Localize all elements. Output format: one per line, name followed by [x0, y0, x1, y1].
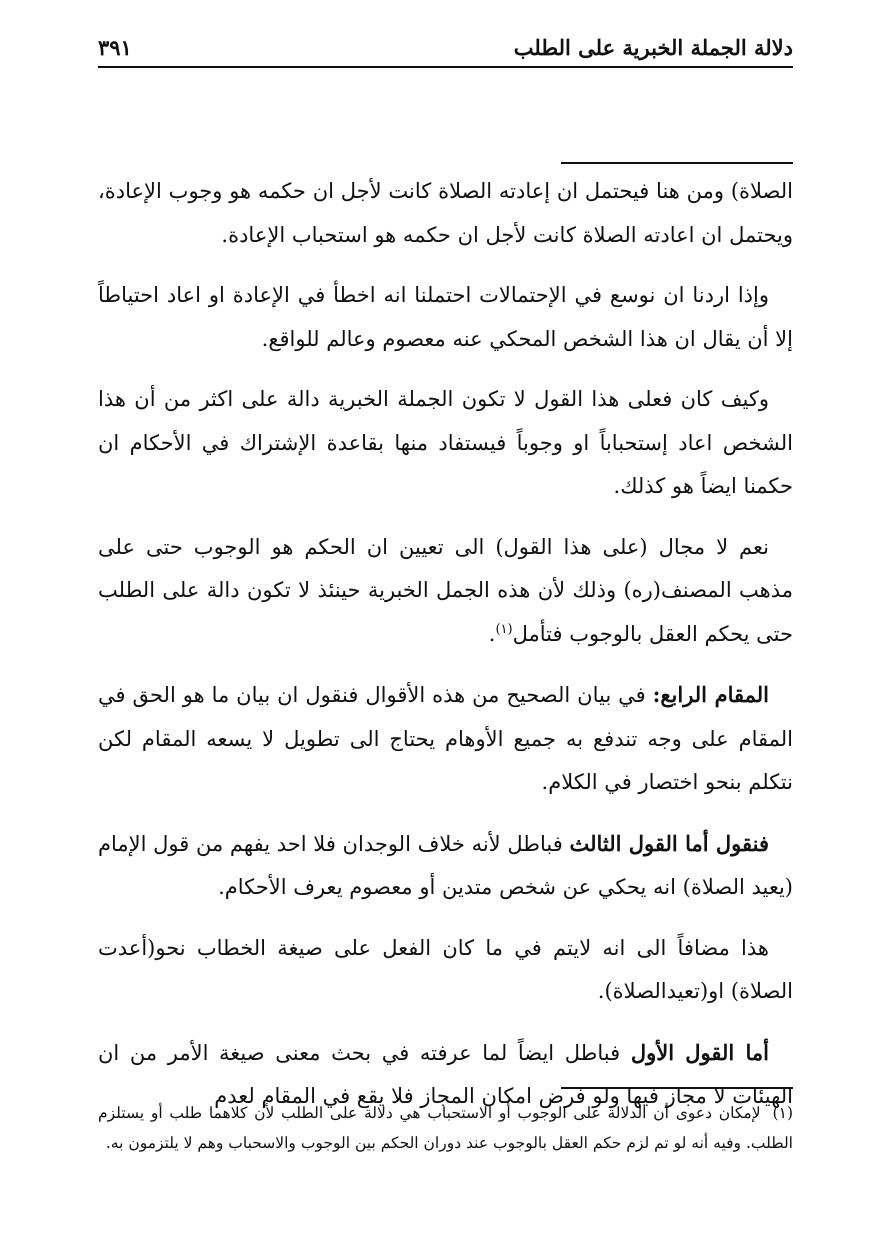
paragraph: فنقول أما القول الثالث فباطل لأنه خلاف الوجدان فلا احد يفهم من قول الإمام (يعيد الصلاة) انه يحكي عن شخص متدين أو معصوم يعرف الأحكام. — [98, 830, 793, 899]
footnote-divider — [561, 1087, 793, 1089]
paragraph: المقام الرابع: في بيان الصحيح من هذه الأقوال فنقول ان بيان ما هو الحق في المقام على وجه تندفع به جميع الأوهام يحتاج الى تطويل لا يسعه المقام لكن نتكلم بنحو اختصار في الكلام. — [98, 682, 793, 794]
footnote-text: لإمكان دعوى أن الدلالة على الوجوب أو الاستحباب هي دلالة على الطلب لأن كلاهما طلب أو يستلزم الطلب. وفيه أنه لو تم لزم حكم العقل بالوجوب عند دوران الحكم بين الوجوب والاسحباب وهم لا يلتزمون به. — [98, 1104, 793, 1152]
bold-phrase: أما القول الأول — [630, 1039, 770, 1065]
paragraph: هذا مضافاً الى انه لايتم في ما كان الفعل على صيغة الخطاب نحو(أعدت الصلاة) او(تعيدالصلاة). — [98, 935, 793, 1003]
footnote — [98, 1098, 793, 1158]
paragraph: وإذا اردنا ان نوسع في الإحتمالات احتملنا انه اخطأ في الإعادة او اعاد احتياطاً إلا أن يقال ان هذا الشخص المحكي عنه معصوم وعالم للواقع. — [98, 283, 793, 351]
top-divider — [561, 162, 793, 164]
paragraph: أما القول الأول فباطل ايضاً لما عرفته في بحث معنى صيغة الأمر من ان الهيئات لا مجاز فيها ولو فرض امكان المجاز فلا يقع في المقام لعدم — [98, 1039, 793, 1108]
paragraph: نعم لا مجال (على هذا القول) الى تعيين ان الحكم هو الوجوب حتى على مذهب المصنف(ره) وذلك لأن هذه الجمل الخبرية حينئذ لا تكون دالة على الطلب حتى يحكم العقل بالوجوب فتأمل$^{(١)}$. — [98, 534, 793, 646]
paragraph: وكيف كان فعلى هذا القول لا تكون الجملة الخبرية دالة على اكثر من أن هذا الشخص اعاد إستحباباً او وجوباً فيستفاد منها بقاعدة الإشتراك في الأحكام ان حكمنا ايضاً هو كذلك. — [98, 387, 793, 498]
footnote-number: (١) — [772, 1104, 793, 1122]
main-text — [98, 170, 793, 1136]
running-title: دلالة الجملة الخبرية على الطلب — [513, 35, 793, 60]
footnote-reference[interactable]: (١) — [495, 621, 513, 637]
paragraph-continuation: الصلاة) ومن هنا فيحتمل ان إعادته الصلاة كانت لأجل ان حكمه هو وجوب الإعادة، ويحتمل ان اعادته الصلاة كانت لأجل ان حكمه هو استحباب الإعادة. — [98, 179, 793, 247]
section-heading: المقام الرابع: — [652, 682, 769, 707]
page-number: ٣٩١ — [98, 35, 132, 60]
bold-phrase: فنقول أما القول الثالث — [569, 830, 769, 856]
page-header — [98, 22, 793, 68]
